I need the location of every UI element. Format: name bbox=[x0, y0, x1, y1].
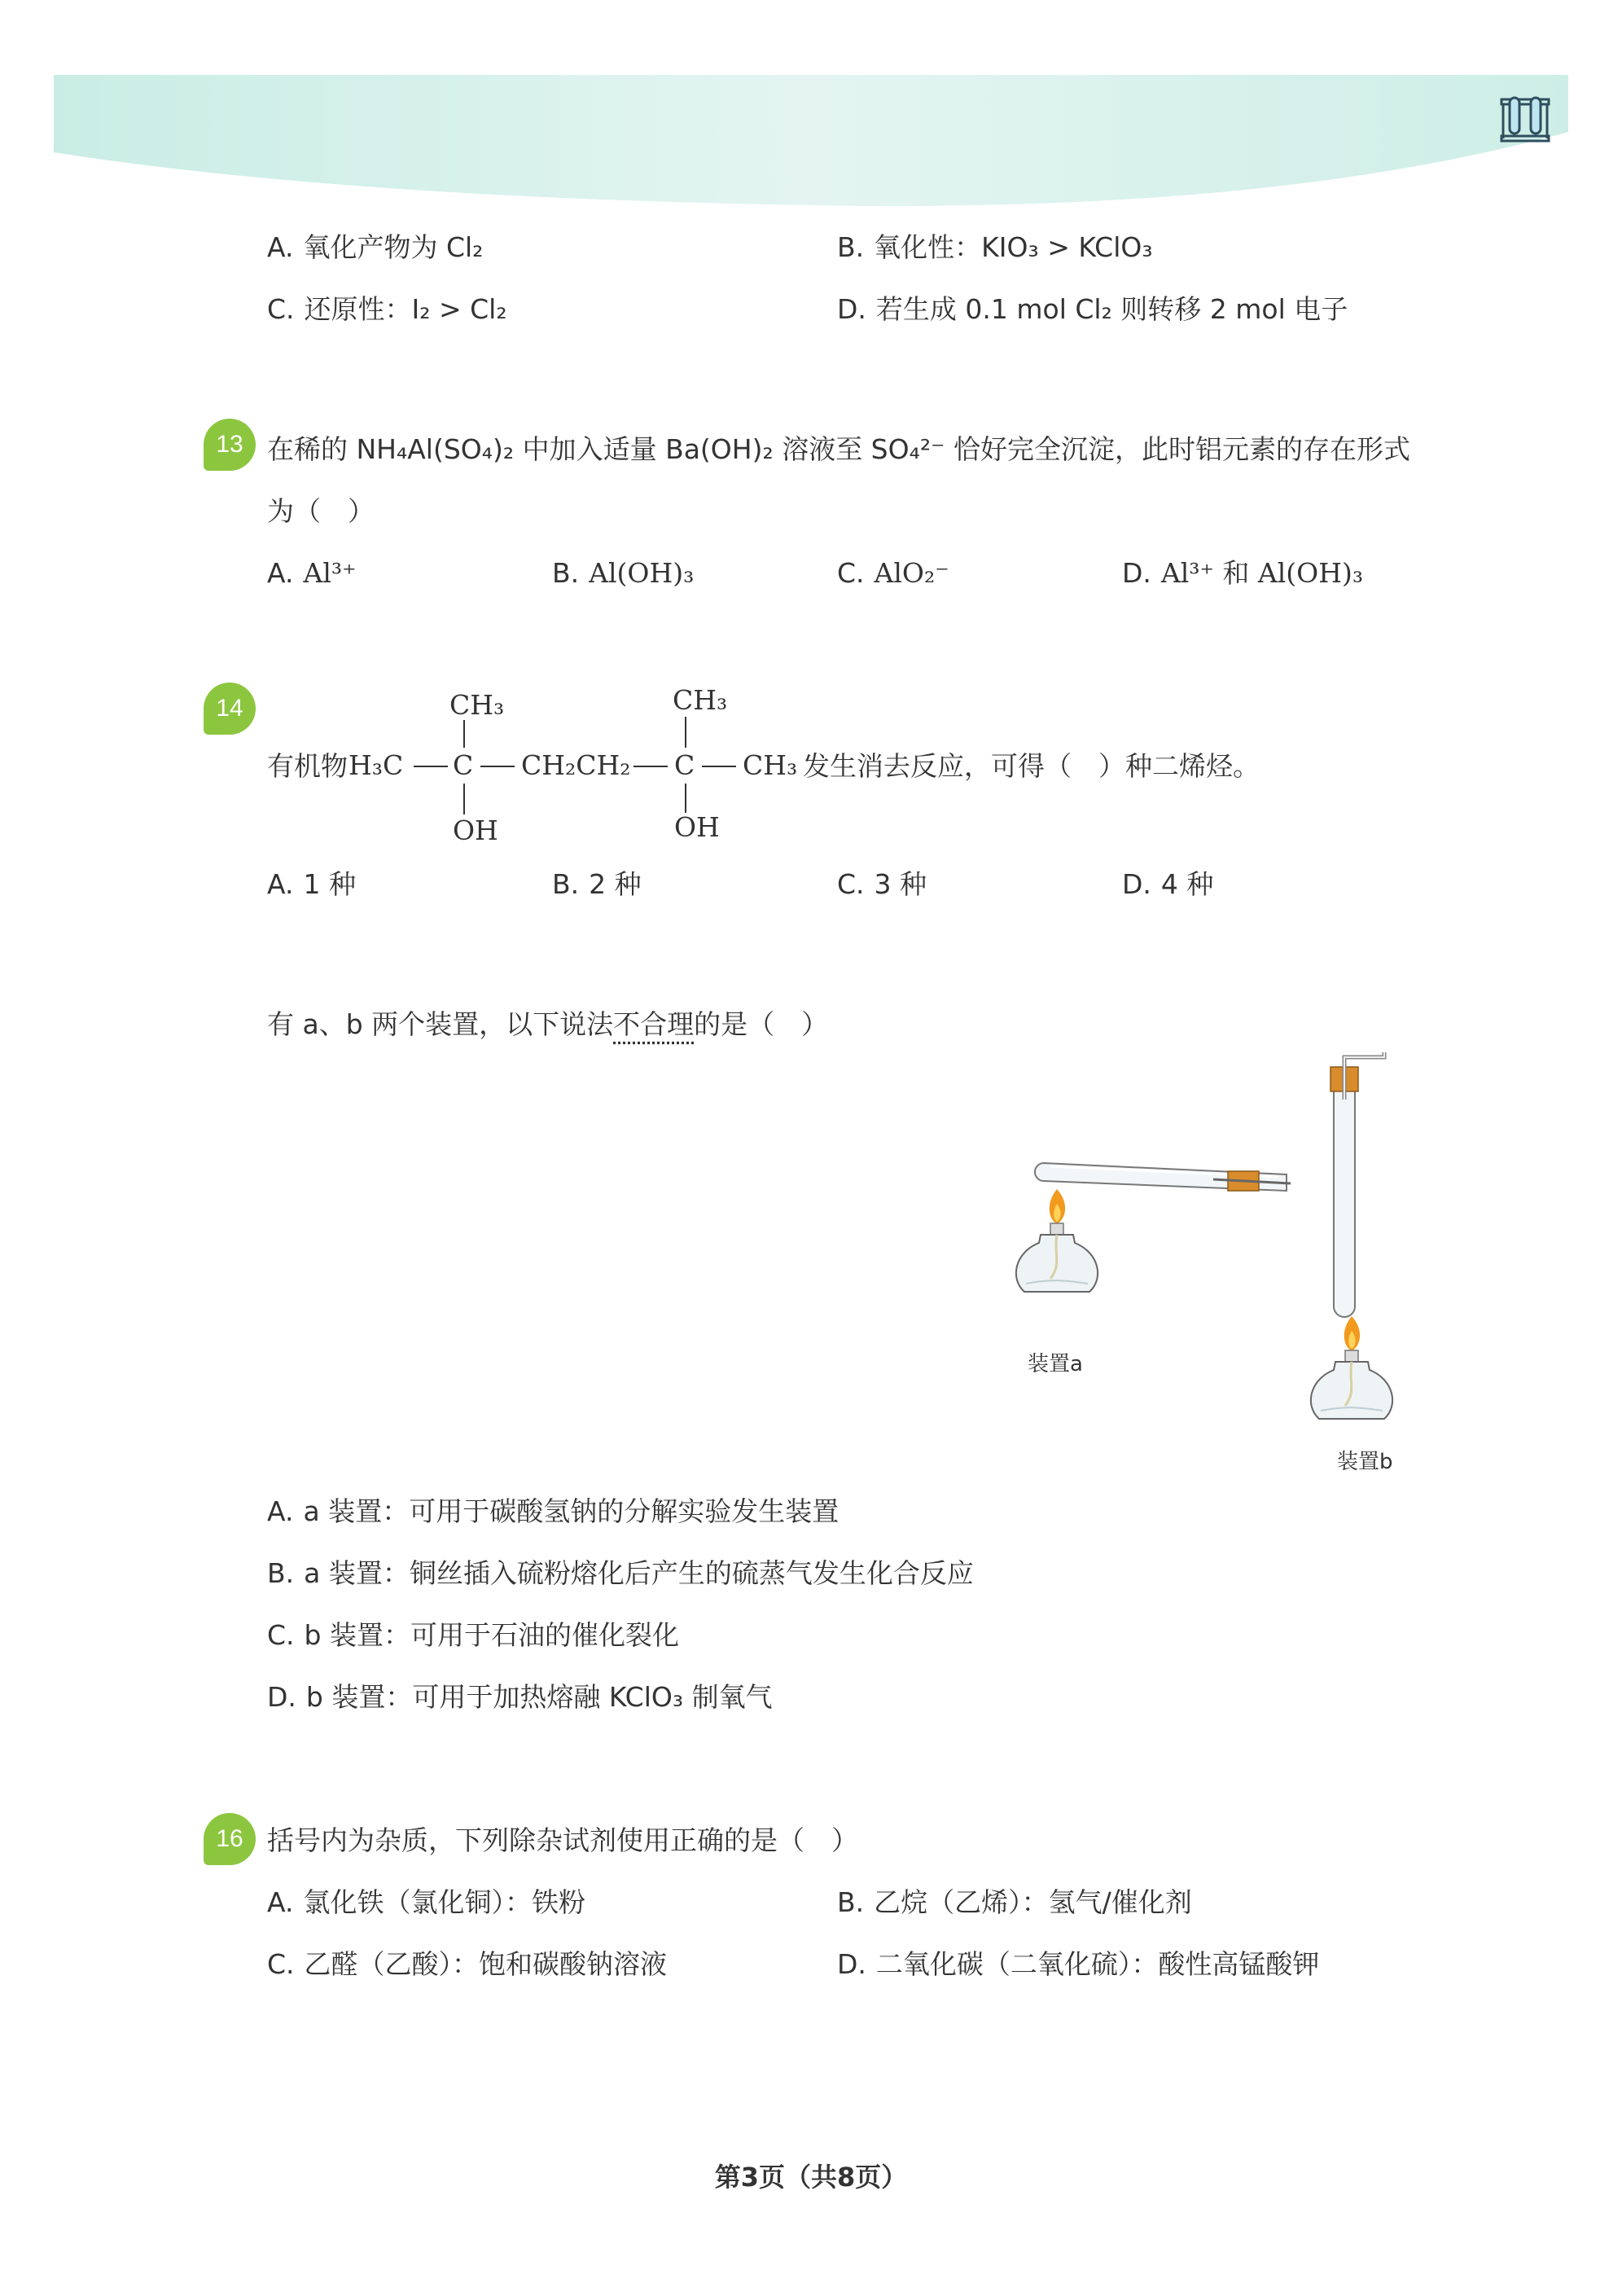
bond bbox=[463, 784, 465, 814]
bond bbox=[414, 766, 448, 767]
struct-middle-chain: CH₂CH₂ bbox=[521, 749, 631, 781]
bond bbox=[463, 720, 465, 748]
q15-option-b[interactable]: B. a 装置：铜丝插入硫粉熔化后产生的硫蒸气发生化合反应 bbox=[267, 1557, 974, 1589]
test-tube-rack-icon bbox=[1498, 91, 1552, 145]
q14-stem-suffix: 发生消去反应，可得（ ）种二烯烃。 bbox=[803, 750, 1260, 782]
q16-option-b[interactable]: B. 乙烷（乙烯）：氢气/催化剂 bbox=[837, 1886, 1192, 1918]
struct-hydroxyl-2: OH bbox=[674, 811, 720, 843]
header-band bbox=[54, 75, 1568, 213]
bond bbox=[480, 766, 515, 767]
q15-option-d[interactable]: D. b 装置：可用于加热熔融 KClO₃ 制氧气 bbox=[267, 1681, 773, 1713]
struct-carbon-2: C bbox=[674, 749, 695, 781]
question-number-badge: 14 bbox=[204, 683, 256, 735]
q12-option-c[interactable]: C. 还原性：I₂ > Cl₂ bbox=[267, 293, 507, 325]
apparatus-figure bbox=[993, 1051, 1417, 1490]
struct-carbon-1: C bbox=[453, 749, 474, 781]
q15-stem: 有 a、b 两个装置，以下说法不合理的是（ ） bbox=[267, 1008, 829, 1040]
question-number-badge: 16 bbox=[204, 1813, 256, 1865]
q13-option-a[interactable]: A. Al³⁺ bbox=[267, 557, 357, 589]
vertical-test-tube bbox=[1330, 1052, 1384, 1317]
q14-stem-prefix: 有机物 bbox=[267, 750, 348, 782]
bond bbox=[702, 766, 736, 767]
horizontal-test-tube bbox=[1035, 1163, 1291, 1191]
q16-stem: 括号内为杂质，下列除杂试剂使用正确的是（ ） bbox=[267, 1824, 858, 1856]
q12-option-d[interactable]: D. 若生成 0.1 mol Cl₂ 则转移 2 mol 电子 bbox=[837, 293, 1348, 325]
q15-option-c[interactable]: C. b 装置：可用于石油的催化裂化 bbox=[267, 1619, 679, 1651]
q12-option-b[interactable]: B. 氧化性：KIO₃ > KClO₃ bbox=[837, 231, 1153, 263]
bond bbox=[685, 784, 686, 813]
q12-option-a[interactable]: A. 氧化产物为 Cl₂ bbox=[267, 231, 484, 263]
alcohol-lamp-b bbox=[1311, 1316, 1392, 1419]
struct-right-methyl: CH₃ bbox=[743, 749, 798, 781]
alcohol-lamp-a bbox=[1016, 1189, 1098, 1292]
question-number-badge: 13 bbox=[204, 419, 256, 471]
q13-stem-line1: 在稀的 NH₄Al(SO₄)₂ 中加入适量 Ba(OH)₂ 溶液至 SO₄²⁻ 恰好完全沉淀，此时铝元素的存在形式 bbox=[267, 433, 1410, 465]
apparatus-a-label: 装置a bbox=[1028, 1352, 1083, 1376]
struct-top-methyl-1: CH₃ bbox=[449, 689, 505, 721]
page-footer: 第3页（共8页） bbox=[714, 2162, 908, 2193]
q16-option-c[interactable]: C. 乙醛（乙酸）：饱和碳酸钠溶液 bbox=[267, 1948, 668, 1980]
q14-option-d[interactable]: D. 4 种 bbox=[1122, 868, 1214, 900]
bond bbox=[633, 766, 668, 767]
q16-option-d[interactable]: D. 二氧化碳（二氧化硫）：酸性高锰酸钾 bbox=[837, 1948, 1320, 1980]
struct-top-methyl-2: CH₃ bbox=[673, 684, 728, 716]
q13-option-b[interactable]: B. Al(OH)₃ bbox=[552, 557, 695, 589]
q14-option-c[interactable]: C. 3 种 bbox=[837, 868, 927, 900]
q14-option-a[interactable]: A. 1 种 bbox=[267, 868, 356, 900]
q13-stem-line2: 为（ ） bbox=[267, 495, 375, 527]
struct-hydroxyl-1: OH bbox=[453, 814, 498, 846]
apparatus-b-label: 装置b bbox=[1337, 1450, 1393, 1474]
q13-option-c[interactable]: C. AlO₂⁻ bbox=[837, 557, 949, 589]
bond bbox=[685, 717, 686, 748]
struct-left-methyl: H₃C bbox=[349, 749, 404, 781]
q13-option-d[interactable]: D. Al³⁺ 和 Al(OH)₃ bbox=[1122, 557, 1364, 589]
q16-option-a[interactable]: A. 氯化铁（氯化铜）：铁粉 bbox=[267, 1886, 585, 1918]
emphasis-text: 不合理 bbox=[613, 1008, 695, 1040]
q14-option-b[interactable]: B. 2 种 bbox=[552, 868, 642, 900]
q15-option-a[interactable]: A. a 装置：可用于碳酸氢钠的分解实验发生装置 bbox=[267, 1495, 839, 1527]
